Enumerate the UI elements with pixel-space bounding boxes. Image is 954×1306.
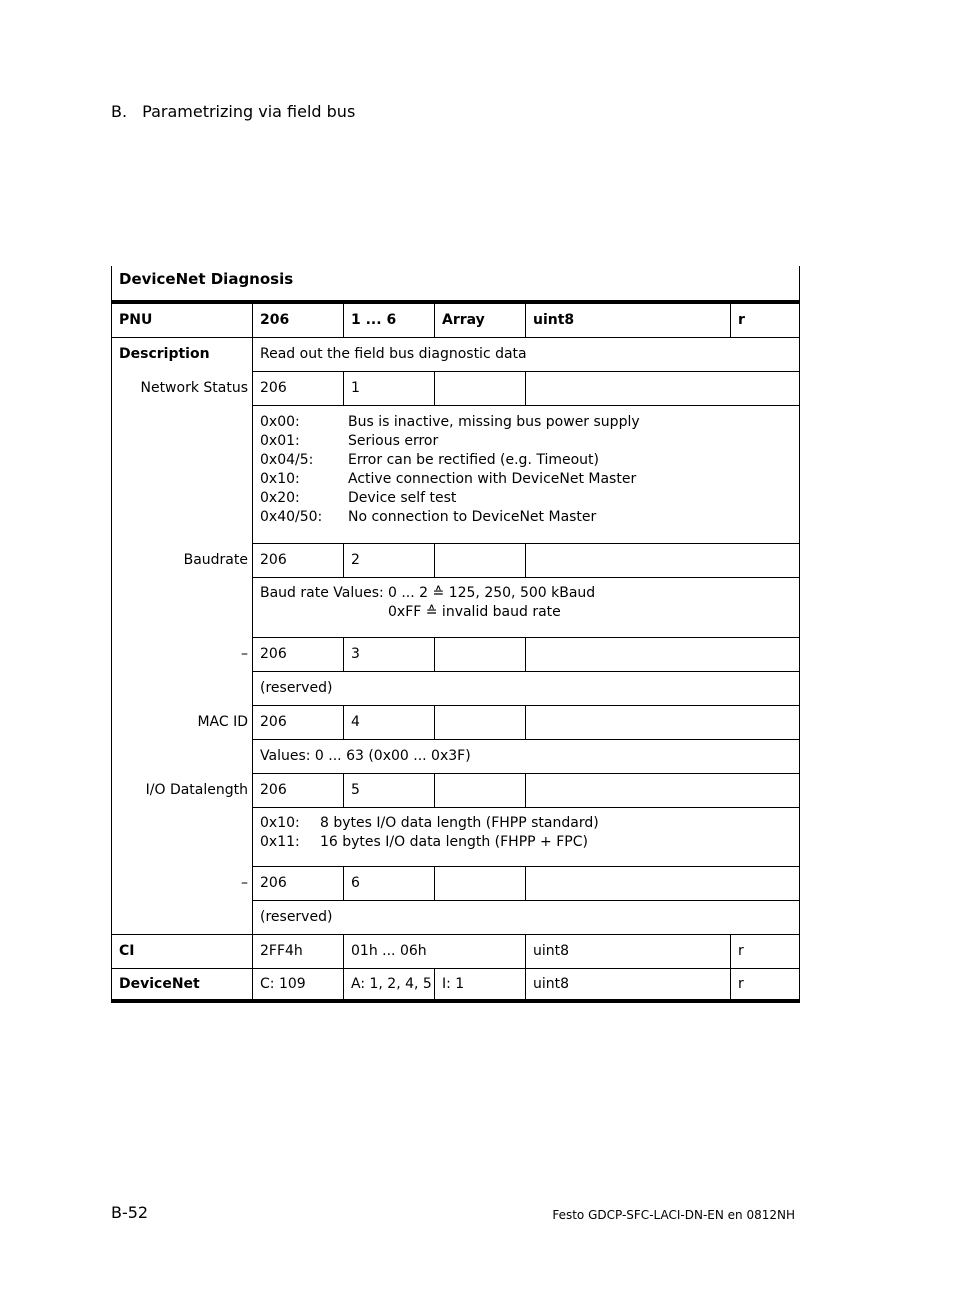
reserved6-sub: 6 bbox=[344, 867, 435, 901]
description-row bbox=[112, 338, 800, 372]
code: 0x10: bbox=[260, 471, 300, 487]
section-title: Parametrizing via field bus bbox=[142, 102, 356, 121]
pnu-class: Array bbox=[435, 302, 526, 338]
reserved6-row bbox=[112, 867, 800, 901]
reserved3-sub: 3 bbox=[344, 638, 435, 672]
devicenet-instance: I: 1 bbox=[435, 969, 526, 1002]
baudrate-label: Baudrate bbox=[112, 544, 253, 578]
empty-cell bbox=[435, 706, 526, 740]
io-datalength-codes-row bbox=[112, 808, 800, 867]
reserved6-pnu: 206 bbox=[253, 867, 344, 901]
mac-id-text: Values: 0 ... 63 (0x00 ... 0x3F) bbox=[253, 740, 800, 774]
ci-access: r bbox=[731, 935, 800, 969]
pnu-row bbox=[112, 302, 800, 338]
reserved3-pnu: 206 bbox=[253, 638, 344, 672]
io-datalength-pnu: 206 bbox=[253, 774, 344, 808]
pnu-label: PNU bbox=[112, 302, 253, 338]
reserved3-row bbox=[112, 638, 800, 672]
empty-cell bbox=[526, 706, 800, 740]
code-text: Error can be rectified (e.g. Timeout) bbox=[348, 452, 599, 468]
parameter-table bbox=[111, 266, 800, 1003]
devicenet-access: r bbox=[731, 969, 800, 1002]
reserved3-text: (reserved) bbox=[253, 672, 800, 706]
mac-id-text-row bbox=[112, 740, 800, 774]
baudrate-line2: 0xFF ≙ invalid baud rate bbox=[388, 604, 561, 620]
page-number: B-52 bbox=[111, 1203, 149, 1222]
code: 0x11: bbox=[260, 834, 300, 850]
reserved3-text-row bbox=[112, 672, 800, 706]
mac-id-sub: 4 bbox=[344, 706, 435, 740]
document-id: Festo GDCP-SFC-LACI-DN-EN en 0812NH bbox=[552, 1208, 795, 1222]
empty-cell bbox=[435, 544, 526, 578]
empty-cell bbox=[526, 372, 800, 406]
label-spacer bbox=[112, 672, 253, 706]
empty-cell bbox=[526, 867, 800, 901]
code-text: Bus is inactive, missing bus power supply bbox=[348, 414, 640, 430]
io-datalength-codes bbox=[253, 808, 800, 867]
network-status-pnu: 206 bbox=[253, 372, 344, 406]
ci-subindex: 01h ... 06h bbox=[344, 935, 526, 969]
reserved6-text: (reserved) bbox=[253, 901, 800, 935]
baudrate-sub: 2 bbox=[344, 544, 435, 578]
reserved6-text-row bbox=[112, 901, 800, 935]
code: 0x01: bbox=[260, 433, 300, 449]
code-text: No connection to DeviceNet Master bbox=[348, 509, 597, 525]
empty-cell bbox=[526, 638, 800, 672]
baudrate-values bbox=[253, 578, 800, 638]
empty-cell bbox=[435, 638, 526, 672]
label-spacer bbox=[112, 808, 253, 867]
label-spacer bbox=[112, 578, 253, 638]
code-text: 8 bytes I/O data length (FHPP standard) bbox=[320, 815, 599, 831]
pnu-value: 206 bbox=[253, 302, 344, 338]
description-label: Description bbox=[112, 338, 253, 372]
label-spacer bbox=[112, 406, 253, 544]
mac-id-label: MAC ID bbox=[112, 706, 253, 740]
code-text: Device self test bbox=[348, 490, 457, 506]
network-status-codes-row bbox=[112, 406, 800, 544]
empty-cell bbox=[526, 774, 800, 808]
code: 0x00: bbox=[260, 414, 300, 430]
network-status-row bbox=[112, 372, 800, 406]
mac-id-row bbox=[112, 706, 800, 740]
baudrate-pnu: 206 bbox=[253, 544, 344, 578]
devicenet-label: DeviceNet bbox=[112, 969, 253, 1002]
ci-index: 2FF4h bbox=[253, 935, 344, 969]
table-title-row bbox=[112, 266, 800, 302]
reserved3-label: – bbox=[112, 638, 253, 672]
reserved6-label: – bbox=[112, 867, 253, 901]
io-datalength-row bbox=[112, 774, 800, 808]
label-spacer bbox=[112, 901, 253, 935]
pnu-access: r bbox=[731, 302, 800, 338]
network-status-label: Network Status bbox=[112, 372, 253, 406]
label-spacer bbox=[112, 740, 253, 774]
code: 0x40/50: bbox=[260, 509, 323, 525]
mac-id-pnu: 206 bbox=[253, 706, 344, 740]
io-datalength-label: I/O Datalength bbox=[112, 774, 253, 808]
devicenet-datatype: uint8 bbox=[526, 969, 731, 1002]
empty-cell bbox=[435, 867, 526, 901]
pnu-subindex: 1 ... 6 bbox=[344, 302, 435, 338]
ci-label: CI bbox=[112, 935, 253, 969]
baudrate-key-spacer bbox=[260, 603, 388, 622]
baudrate-values-row bbox=[112, 578, 800, 638]
devicenet-attribute: A: 1, 2, 4, 5 bbox=[344, 969, 435, 1002]
devicenet-row bbox=[112, 969, 800, 1002]
code-text: 16 bytes I/O data length (FHPP + FPC) bbox=[320, 834, 588, 850]
ci-row bbox=[112, 935, 800, 969]
empty-cell bbox=[526, 544, 800, 578]
table-title: DeviceNet Diagnosis bbox=[112, 266, 800, 302]
network-status-sub: 1 bbox=[344, 372, 435, 406]
code: 0x10: bbox=[260, 815, 300, 831]
baudrate-key: Baud rate Values: bbox=[260, 585, 384, 601]
baudrate-line1: 0 ... 2 ≙ 125, 250, 500 kBaud bbox=[388, 585, 596, 601]
code: 0x20: bbox=[260, 490, 300, 506]
section-number: B. bbox=[111, 102, 128, 121]
empty-cell bbox=[435, 372, 526, 406]
io-datalength-sub: 5 bbox=[344, 774, 435, 808]
code: 0x04/5: bbox=[260, 452, 314, 468]
ci-datatype: uint8 bbox=[526, 935, 731, 969]
empty-cell bbox=[435, 774, 526, 808]
section-header bbox=[111, 102, 355, 121]
devicenet-class: C: 109 bbox=[253, 969, 344, 1002]
description-text: Read out the field bus diagnostic data bbox=[253, 338, 800, 372]
baudrate-row bbox=[112, 544, 800, 578]
pnu-datatype: uint8 bbox=[526, 302, 731, 338]
code-text: Active connection with DeviceNet Master bbox=[348, 471, 637, 487]
network-status-codes bbox=[253, 406, 800, 544]
code-text: Serious error bbox=[348, 433, 439, 449]
